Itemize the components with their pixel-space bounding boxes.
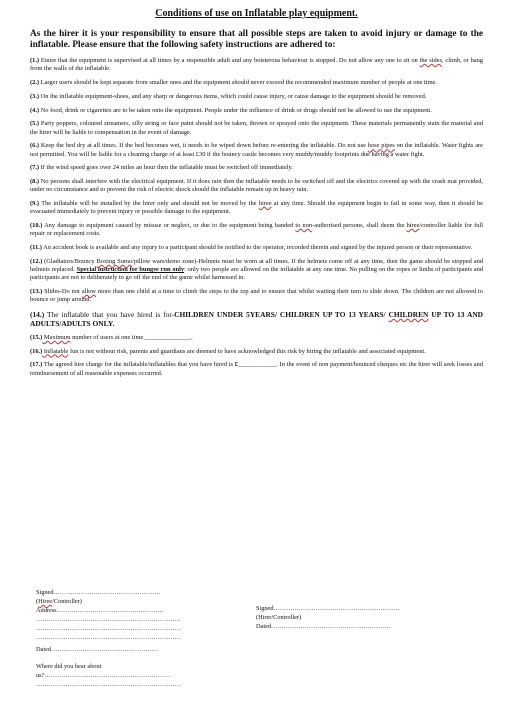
signed-line-left: Signed…………………………………………… [36,589,161,596]
clause-12: (12.) (Gladiators/Bouncy Boxing Sumo/pillow wars/demo zone)-Helmets must be worn at all times. If the helmets come off at any time, then the game should be stopped and helmets replaced. Special instruction for bungee run only: only two people are allowed on the inflatable at any one time. No pulling on the ropes or limbs of participants and participants are not to deliberately to go off the end of the game whilst harnessed in. [30,257,483,282]
clause-2: (2.) Larger users should be kept separate from smaller ones and the equipment should never exceed the recommended maximum number of people at one time. [30,79,437,86]
clause-4: (4.) No food, drink or cigarettes are to be taken onto the equipment. People under the influence of drink or drugs should not be allowed to use the equipment. [30,106,432,114]
clause-15: (15.) Maximum number of users at one time_______________. [30,333,193,341]
document-title: Conditions of use on Inflatable play equipment. [155,8,358,19]
clause-7: (7.) If the wind speed goes over 24 miles an hour then the inflatable must be switched off immediately. [30,164,293,172]
clause-number: (1.) [30,57,40,64]
clause-5: (5.) Party poppers, coloured streamers, silly string or face paint should not be taken, thrown or sprayed onto the equipment. These materials permanently stain the material and the hirer will be liable to compensation in the event of damage. [30,120,483,136]
clause-number: (14.) [30,310,45,320]
intro-paragraph: As the hirer it is your responsibility to ensure that all possible steps are taken to avoid injury or damage to the inflatable. Please ensure that the following safety instructions are adhered to: [30,29,483,50]
clause-number: (3.) [30,92,40,100]
signature-block-right [256,604,399,631]
address-line-4: …………………………………………………………… [36,634,181,641]
address-line-2: …………………………………………………………… [36,616,181,623]
dated-line-left: Dated…………………………………………… [36,646,159,653]
clause-number: (4.) [30,106,40,114]
address-line: Address…………………………………………… [36,607,164,614]
clause-1: (1.) Enure that the equipment is supervised at all times by a responsible adult and any boisterous behaviour is stopped. Do not allow any one to sit on the sides, climb, or hang from the walls of the inflatable. [30,57,483,73]
clause-number: (6.) [30,142,40,150]
hear-about-line-2: …………………………………………………………… [36,681,181,688]
clause-3: (3.) On the inflatable equipment-shoes, and any sharp or dangerous items, which could cause injury, or cause damage to the equipment should be removed. [30,92,427,100]
clause-number: (17.) [30,361,43,369]
clause-number: (7.) [30,164,40,172]
clause-number: (15.) [30,333,43,341]
clause-number: (13.) [30,288,43,296]
signed-line-right: Signed…………………………………………………… [256,605,400,612]
hear-about-label: Where did you hear about [36,663,102,670]
hear-about-line: us?…………………………………………………… [36,672,171,679]
clause-11: (11.) An accident book is available and any injury to a participant should be notified to the operator, recorded therein and signed by the injured person or their representative. [30,244,473,252]
clause-16: (16.) Inflatable fun is not without risk, parents and guardians are deemed to have acknowledged this risk by hiring the inflatable and associated equipment. [30,347,426,355]
signature-block-left [36,588,181,689]
hirer-controller-label: (Hirer/Controller) [256,614,302,621]
clause-10: (10.) Any damage to equipment caused by misuse or neglect, or due to the equipment being handed to non-authorised persons, shall deem the hiree/controller liable for full repair or replacement costs. [30,222,483,238]
clause-number: (5.) [30,120,40,128]
hiree-controller-label: (Hiree/Controller) [36,598,82,605]
clause-number: (16.) [30,347,43,355]
clause-number: (11.) [30,244,42,252]
clause-13: (13.) Slides-Do not allow more than one child at a time to climb the steps to the top and to ensure that whilst waiting their turn to slide down. The children are not allowed to bounce or jump around. [30,288,483,304]
dated-line-right: Dated………………………………………………… [256,623,391,630]
clause-8: (8.) No persons shall interfere with the electrical equipment. If it does rain then the inflatable needs to be switched off and the electrics covered up with the crash mat provided, under no circumstance and to prevent the risk of electric shock should the inflatable remain up in heavy rain. [30,178,483,194]
clause-number: (2.) [30,79,40,86]
clause-9: (9.) The inflatable will be installed by the hirer only and should not be moved by the hiree at any time. Should the equipment begin to fail in some way, then it should be evacuated immediately to prevent injury or possible damage to the equipment. [30,200,484,216]
address-line-3: …………………………………………………………… [36,625,181,632]
clause-number: (10.) [30,222,43,230]
clause-6: (6.) Keep the bed dry at all times. If the bed becomes wet, it needs to be wiped down before re-entering the inflatable. Do not use hose pipes on the inflatable. Water fights are not permitted. You will be liable for a cleaning charge of at least £30 if the bouncy castle becomes very muddy/muddy footprints due having a water fight. [30,142,483,158]
clause-number: (12.) [30,257,43,265]
clause-14: (14.) The inflatable that you have hired is for-CHILDREN UNDER 5YEARS/ CHILDREN UP TO 13 YEARS/ CHILDREN UP TO 13 AND ADULTS/ADULTS ONLY. [30,310,483,329]
clause-number: (9.) [30,200,40,208]
clause-17: (17.) The agreed hire charge for the inflatable/inflatables that you have hired is £____________. In the event of non payment/bounced cheques etc the hirer will seek losses and reimbursement of all reasonable expenses occurred. [30,361,484,377]
clause-number: (8.) [30,178,40,186]
